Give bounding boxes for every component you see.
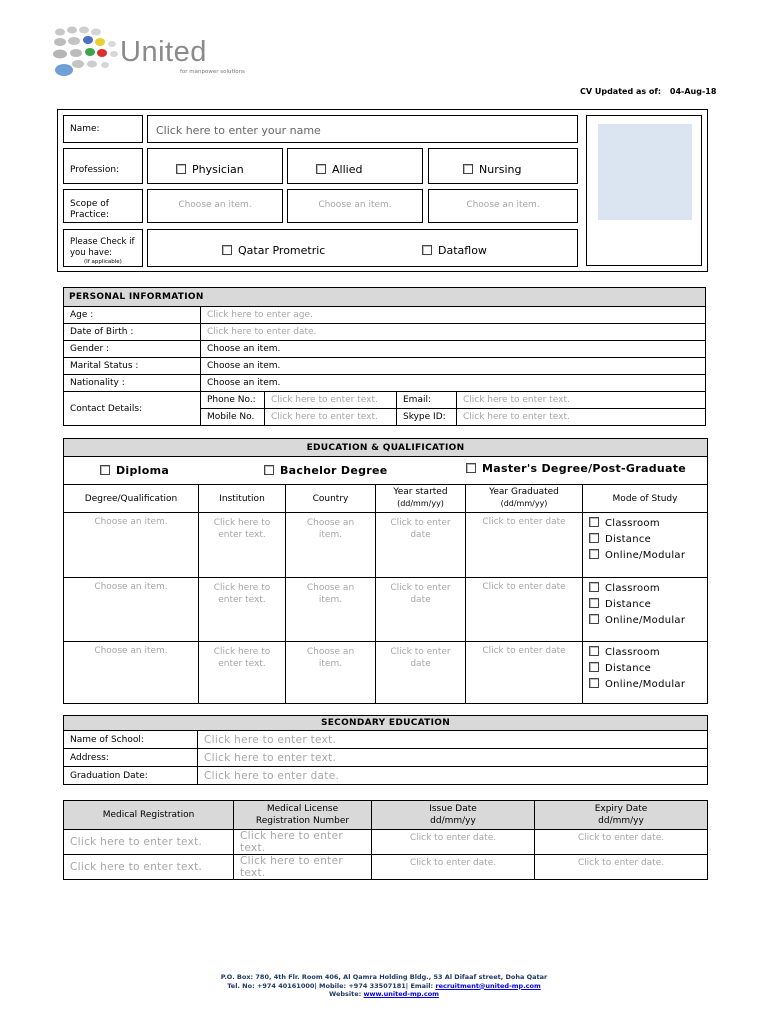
phone-label: Phone No.:	[201, 392, 265, 409]
dob-input[interactable]: Click here to enter date.	[201, 324, 706, 341]
qatar-prometric-checkbox[interactable]	[222, 245, 232, 255]
name-label-cell	[63, 115, 143, 143]
med-col-issue-line1: Issue Date	[429, 804, 477, 814]
cv-updated	[580, 87, 716, 96]
online-checkbox[interactable]	[589, 678, 599, 688]
education-levels-row	[64, 457, 708, 485]
physician-label: Physician	[192, 163, 244, 176]
gender-select[interactable]: Choose an item.	[201, 341, 706, 358]
online-label: Online/Modular	[605, 615, 686, 626]
cv-updated-label: CV Updated as of:	[580, 87, 662, 96]
marital-select[interactable]: Choose an item.	[201, 358, 706, 375]
distance-label: Distance	[605, 534, 652, 545]
online-checkbox[interactable]	[589, 614, 599, 624]
scope-placeholder-2: Choose an item.	[318, 200, 392, 210]
address-input[interactable]: Click here to enter text.	[198, 749, 708, 767]
country-select[interactable]: Choose an item.	[286, 513, 376, 578]
col-mode: Mode of Study	[583, 485, 708, 513]
mobile-input[interactable]: Click here to enter text.	[265, 409, 397, 426]
footer-contact	[0, 982, 768, 991]
diploma-label: Diploma	[116, 464, 170, 477]
secondary-education-table	[63, 715, 708, 785]
med-expiry-input[interactable]: Click to enter date.	[535, 855, 708, 880]
cv-updated-date: 04-Aug-18	[669, 87, 717, 96]
distance-checkbox[interactable]	[589, 533, 599, 543]
logo-tagline: for manpower solutions	[180, 69, 245, 75]
bachelor-label: Bachelor Degree	[280, 464, 388, 477]
skype-label: Skype ID:	[397, 409, 457, 426]
scope-placeholder-3: Choose an item.	[466, 200, 540, 210]
school-label: Name of School:	[64, 731, 198, 749]
email-input[interactable]: Click here to enter text.	[457, 392, 706, 409]
diploma-checkbox[interactable]	[100, 465, 110, 475]
year-started-input[interactable]: Click to enter date	[376, 642, 466, 704]
age-label: Age :	[64, 307, 201, 324]
med-col-issue-line2: dd/mm/yy	[430, 816, 476, 826]
med-registration-input[interactable]: Click here to enter text.	[64, 830, 234, 855]
education-row	[64, 513, 708, 578]
med-col-registration: Medical Registration	[64, 801, 234, 830]
name-placeholder: Click here to enter your name	[156, 124, 321, 137]
mode-of-study	[583, 642, 708, 704]
address-label: Address:	[64, 749, 198, 767]
med-col-expiry-line1: Expiry Date	[594, 804, 648, 814]
year-started-input[interactable]: Click to enter date	[376, 513, 466, 578]
degree-select[interactable]: Choose an item.	[64, 513, 199, 578]
year-started-input[interactable]: Click to enter date	[376, 578, 466, 642]
scope-select-2[interactable]	[287, 189, 423, 223]
col-year-graduated-label: Year Graduated	[489, 487, 559, 497]
scope-label: Scope of Practice:	[70, 199, 109, 220]
nationality-select[interactable]: Choose an item.	[201, 375, 706, 392]
profession-label-cell	[63, 148, 143, 184]
check-options-cell	[147, 229, 578, 267]
online-label: Online/Modular	[605, 679, 686, 690]
col-year-graduated	[466, 485, 583, 513]
col-institution: Institution	[199, 485, 286, 513]
profession-label: Profession:	[70, 165, 120, 175]
scope-select-1[interactable]	[147, 189, 283, 223]
school-input[interactable]: Click here to enter text.	[198, 731, 708, 749]
masters-checkbox[interactable]	[466, 463, 476, 473]
degree-select[interactable]: Choose an item.	[64, 642, 199, 704]
graduation-input[interactable]: Click here to enter date.	[198, 767, 708, 785]
education-title: EDUCATION & QUALIFICATION	[64, 439, 708, 457]
medical-row	[64, 855, 708, 880]
footer-website-link[interactable]: www.united-mp.com	[363, 990, 439, 998]
med-registration-input[interactable]: Click here to enter text.	[64, 855, 234, 880]
photo-placeholder[interactable]	[598, 124, 692, 220]
skype-input[interactable]: Click here to enter text.	[457, 409, 706, 426]
distance-checkbox[interactable]	[589, 662, 599, 672]
med-col-license-line2: Registration Number	[255, 816, 350, 826]
year-graduated-input[interactable]: Click to enter date	[466, 513, 583, 578]
check-label-cell	[63, 229, 143, 267]
check-label: Please Check if you have:	[70, 237, 135, 258]
profession-allied[interactable]	[287, 148, 423, 184]
profession-nursing[interactable]	[428, 148, 578, 184]
med-col-license-line1: Medical License	[266, 804, 339, 814]
year-graduated-input[interactable]: Click to enter date	[466, 578, 583, 642]
scope-select-3[interactable]	[428, 189, 578, 223]
scope-placeholder-1: Choose an item.	[178, 200, 252, 210]
footer-website	[0, 990, 768, 999]
col-year-graduated-format: (dd/mm/yy)	[500, 499, 548, 508]
classroom-label: Classroom	[605, 583, 660, 594]
education-row	[64, 642, 708, 704]
footer-website-label: Website:	[329, 990, 364, 998]
name-label: Name:	[70, 124, 100, 134]
footer-address: P.O. Box: 780, 4th Flr. Room 406, Al Qamra Holding Bldg., 53 Al Difaaf street, Doha Qatar	[220, 973, 548, 981]
mode-of-study	[583, 513, 708, 578]
scope-label-cell	[63, 189, 143, 223]
allied-checkbox[interactable]	[316, 164, 326, 174]
footer-email-link[interactable]: recruitment@united-mp.com	[435, 981, 541, 990]
distance-label: Distance	[605, 599, 652, 610]
degree-select[interactable]: Choose an item.	[64, 578, 199, 642]
nationality-label: Nationality :	[64, 375, 201, 392]
gender-label: Gender :	[64, 341, 201, 358]
distance-label: Distance	[605, 663, 652, 674]
masters-label: Master's Degree/Post-Graduate	[482, 462, 687, 475]
nursing-label: Nursing	[479, 163, 522, 176]
classroom-label: Classroom	[605, 518, 660, 529]
bachelor-checkbox[interactable]	[264, 465, 274, 475]
education-table	[63, 438, 708, 704]
profession-physician[interactable]	[147, 148, 283, 184]
contact-label: Contact Details:	[64, 392, 201, 426]
company-logo	[50, 22, 245, 82]
footer-phones: Tel. No: +974 40161000| Mobile: +974 33507181| Email:	[227, 981, 436, 990]
distance-checkbox[interactable]	[589, 598, 599, 608]
dob-label: Date of Birth :	[64, 324, 201, 341]
personal-info-title: PERSONAL INFORMATION	[64, 288, 706, 307]
age-input[interactable]: Click here to enter age.	[201, 307, 706, 324]
classroom-checkbox[interactable]	[589, 517, 599, 527]
mobile-label: Mobile No.	[201, 409, 265, 426]
logo-brand: United	[120, 36, 207, 68]
classroom-checkbox[interactable]	[589, 646, 599, 656]
col-country: Country	[286, 485, 376, 513]
med-col-license	[234, 801, 372, 830]
personal-info-table	[63, 287, 706, 426]
qatar-prometric-label: Qatar Prometric	[238, 244, 326, 257]
med-issue-input[interactable]: Click to enter date.	[372, 830, 535, 855]
institution-input[interactable]: Click here to enter text.	[199, 578, 286, 642]
online-checkbox[interactable]	[589, 549, 599, 559]
med-license-input[interactable]: Click here to enter text.	[234, 830, 372, 855]
med-license-input[interactable]: Click here to enter text.	[234, 855, 372, 880]
check-note: (If applicable)	[84, 259, 122, 265]
med-col-expiry	[535, 801, 708, 830]
mode-of-study	[583, 578, 708, 642]
graduation-label: Graduation Date:	[64, 767, 198, 785]
institution-input[interactable]: Click here to enter text.	[199, 642, 286, 704]
col-year-started	[376, 485, 466, 513]
logo-dots-icon	[50, 22, 128, 80]
online-label: Online/Modular	[605, 550, 686, 561]
dataflow-checkbox[interactable]	[422, 245, 432, 255]
institution-input[interactable]: Click here to enter text.	[199, 513, 286, 578]
marital-label: Marital Status :	[64, 358, 201, 375]
med-col-issue	[372, 801, 535, 830]
medical-row	[64, 830, 708, 855]
name-input[interactable]	[147, 115, 578, 143]
col-year-started-label: Year started	[393, 487, 448, 497]
med-expiry-input[interactable]: Click to enter date.	[535, 830, 708, 855]
allied-label: Allied	[332, 163, 363, 176]
med-col-expiry-line2: dd/mm/yy	[598, 816, 644, 826]
nursing-checkbox[interactable]	[463, 164, 473, 174]
classroom-checkbox[interactable]	[589, 582, 599, 592]
col-degree: Degree/Qualification	[64, 485, 199, 513]
physician-checkbox[interactable]	[176, 164, 186, 174]
secondary-title: SECONDARY EDUCATION	[64, 716, 708, 731]
year-graduated-input[interactable]: Click to enter date	[466, 642, 583, 704]
email-label: Email:	[397, 392, 457, 409]
country-select[interactable]: Choose an item.	[286, 642, 376, 704]
med-issue-input[interactable]: Click to enter date.	[372, 855, 535, 880]
country-select[interactable]: Choose an item.	[286, 578, 376, 642]
medical-registration-table	[63, 800, 708, 880]
col-year-started-format: (dd/mm/yy)	[397, 499, 444, 508]
classroom-label: Classroom	[605, 647, 660, 658]
phone-input[interactable]: Click here to enter text.	[265, 392, 397, 409]
photo-frame	[586, 115, 702, 266]
footer	[0, 973, 768, 999]
education-row	[64, 578, 708, 642]
dataflow-label: Dataflow	[438, 244, 487, 257]
